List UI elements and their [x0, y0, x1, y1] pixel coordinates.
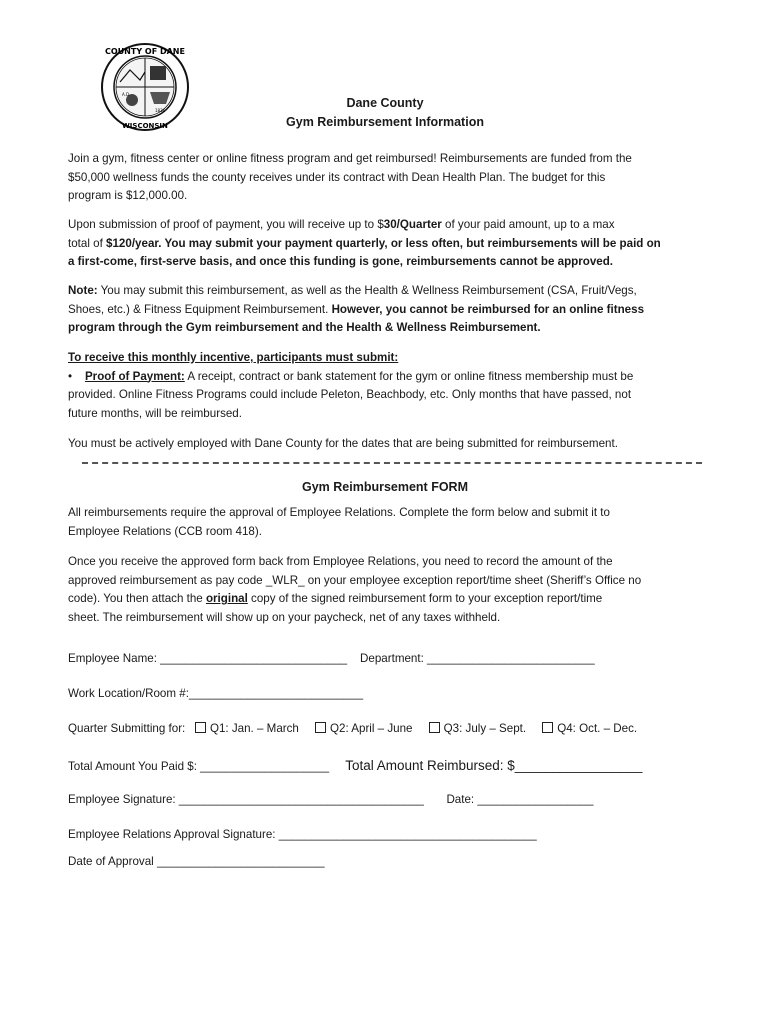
requirement-text: A receipt, contract or bank statement for the gym or online fitness membership must be	[184, 369, 634, 383]
note-paragraph	[68, 282, 708, 338]
requirement-label: Proof of Payment:	[84, 369, 185, 383]
q2-label: Q2: April – June	[330, 722, 413, 735]
note-text: Shoes, etc.) & Fitness Equipment Reimbursement.	[68, 302, 332, 316]
approval-paragraph	[68, 504, 708, 541]
signature-row	[68, 793, 593, 806]
employee-name-field[interactable]: Employee Name: _____________________________	[68, 652, 348, 665]
quarter-label: Quarter Submitting for:	[68, 722, 186, 735]
work-location-row	[68, 687, 363, 700]
document-title: Dane County	[346, 96, 424, 110]
totals-row	[68, 758, 642, 773]
employee-name-row	[68, 652, 595, 665]
checkbox-icon	[195, 722, 206, 733]
payment-text: of your paid amount, up to a max	[441, 218, 615, 231]
employment-paragraph	[68, 435, 708, 454]
record-line: Once you receive the approved form back from Employee Relations, you need to record the amount of the	[68, 555, 613, 568]
seal-year-right: 1836	[155, 108, 166, 113]
approval-line: All reimbursements require the approval of Employee Relations. Complete the form below and submit it to	[68, 506, 610, 519]
approval-line: Employee Relations (CCB room 418).	[68, 524, 262, 538]
requirements-heading: To receive this monthly incentive, participants must submit:	[68, 351, 399, 364]
checkbox-icon	[429, 722, 440, 733]
department-field[interactable]: Department: __________________________	[360, 652, 595, 665]
quarter-row	[68, 722, 637, 735]
approval-date-row	[68, 855, 325, 868]
er-signature-row	[68, 828, 537, 841]
seal-bottom-text: WISCONSIN	[122, 122, 168, 130]
record-line	[68, 572, 708, 591]
record-paragraph	[68, 553, 708, 627]
record-text: on your employee exception report/time sheet (Sheriff’s Office no	[304, 573, 642, 587]
q3-checkbox[interactable]	[429, 722, 527, 735]
total-paid-field[interactable]: Total Amount You Paid $: ____________________	[68, 760, 330, 773]
checkbox-icon	[542, 722, 553, 733]
note-text: You may submit this reimbursement, as well as the Health & Wellness Reimbursement (CSA, Fruit/Vegs,	[97, 284, 637, 297]
q1-label: Q1: Jan. – March	[209, 722, 299, 735]
requirement-line: provided. Online Fitness Programs could include Peleton, Beachbody, etc. Only months that have passed, not	[68, 388, 632, 401]
original-emphasis: original	[205, 592, 248, 605]
total-reimbursed-field[interactable]: Total Amount Reimbursed: $_________________	[345, 758, 643, 773]
checkbox-icon	[315, 722, 326, 733]
q3-label: Q3: July – Sept.	[443, 722, 527, 735]
note-bold-line: program through the Gym reimbursement and the Health & Wellness Reimbursement.	[68, 321, 541, 334]
seal-top-text: COUNTY OF DANE	[105, 47, 185, 56]
record-line: sheet. The reimbursement will show up on your paycheck, net of any taxes withheld.	[68, 610, 501, 624]
record-line	[68, 590, 708, 609]
requirement-item	[68, 368, 708, 387]
intro-line: $50,000 wellness funds the county receives under its contract with Dean Health Plan. The budget for this	[68, 170, 606, 184]
q4-label: Q4: Oct. – Dec.	[557, 722, 638, 735]
payment-text: Upon submission of proof of payment, you will receive up to $	[68, 218, 384, 231]
intro-paragraph	[68, 150, 708, 206]
intro-line: Join a gym, fitness center or online fitness program and get reimbursed! Reimbursements are funded from the	[68, 152, 632, 165]
record-text: copy of the signed reimbursement form to your exception report/time	[247, 592, 603, 605]
note-bold-text: However, you cannot be reimbursed for an online fitness	[331, 302, 645, 316]
note-line	[68, 301, 708, 320]
requirements-section	[68, 349, 708, 423]
pay-code: _WLR_	[265, 573, 305, 587]
form-title: Gym Reimbursement FORM	[301, 480, 468, 494]
record-text: code). You then attach the	[68, 592, 206, 605]
intro-line: program is $12,000.00.	[68, 189, 188, 202]
q1-checkbox[interactable]	[195, 722, 299, 735]
record-text: approved reimbursement as pay code	[68, 573, 266, 587]
payment-line	[68, 216, 708, 235]
cut-line-divider	[82, 462, 702, 464]
year-amount: $120/year	[106, 236, 159, 250]
payment-bold-text: . You may submit your payment quarterly, or less often, but reimbursements will be paid on	[158, 236, 661, 250]
payment-line	[68, 235, 708, 254]
note-line	[68, 282, 708, 301]
seal-year-left: A.D.	[122, 92, 131, 97]
note-label: Note:	[68, 284, 98, 297]
bullet: •	[68, 369, 73, 383]
er-approval-signature-field[interactable]: Employee Relations Approval Signature: ________________________________________	[68, 828, 537, 841]
payment-paragraph	[68, 216, 708, 272]
approval-date-field[interactable]: Date of Approval __________________________	[68, 855, 325, 868]
requirement-line: future months, will be reimbursed.	[68, 406, 242, 420]
q4-checkbox[interactable]	[542, 722, 637, 735]
quarter-amount: 30/Quarter	[383, 218, 442, 231]
payment-text: total of	[68, 236, 107, 250]
employee-signature-field[interactable]: Employee Signature: ______________________________________	[68, 793, 424, 806]
date-field[interactable]: Date: __________________	[446, 793, 594, 806]
q2-checkbox[interactable]	[315, 722, 413, 735]
payment-bold-line: a first-come, first-serve basis, and once this funding is gone, reimbursements cannot be approved.	[68, 255, 614, 268]
employment-line: You must be actively employed with Dane County for the dates that are being submitted for reimbursement.	[68, 437, 618, 450]
work-location-field[interactable]: Work Location/Room #:___________________________	[68, 687, 364, 700]
document-subtitle: Gym Reimbursement Information	[286, 115, 484, 129]
